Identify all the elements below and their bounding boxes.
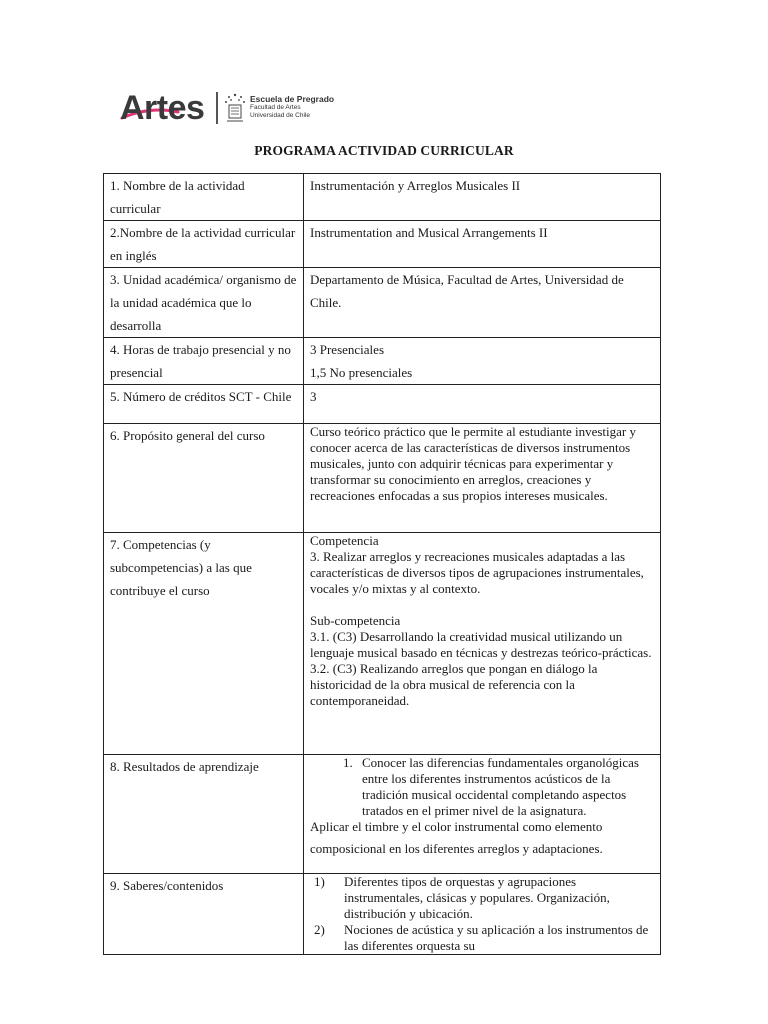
list-item-text: Diferentes tipos de orquestas y agrupaciones instrumentales, clásicas y populares. Organización, distribución y ubicación. xyxy=(344,874,610,921)
list-item xyxy=(314,874,654,922)
row-value: Instrumentación y Arreglos Musicales II xyxy=(304,174,661,221)
list-marker: 1) xyxy=(314,874,325,889)
outcome-text-line: composicional en los diferentes arreglos y adaptaciones. xyxy=(310,841,603,856)
row-value: Instrumentation and Musical Arrangements II xyxy=(304,221,661,268)
table-row xyxy=(104,174,661,221)
outcome-text-line: Aplicar el timbre y el color instrumental como elemento xyxy=(310,819,603,834)
competencia-heading: Competencia xyxy=(310,533,379,548)
list-marker: 2) xyxy=(314,922,325,937)
list-item-text: Nociones de acústica y su aplicación a los instrumentos de las diferentes orquesta su xyxy=(344,922,649,953)
logo-wordmark: Artes xyxy=(120,89,205,127)
row-value xyxy=(304,533,661,755)
subcompetencia-2: 3.2. (C3) Realizando arreglos que pongan en diálogo la historicidad de la obra musical de referencia con la contemporaneidad. xyxy=(310,661,598,708)
table-row xyxy=(104,533,661,755)
row-value xyxy=(304,874,661,955)
row-label: 6. Propósito general del curso xyxy=(104,424,304,533)
table-row xyxy=(104,874,661,955)
row-value: Departamento de Música, Facultad de Artes, Universidad de Chile. xyxy=(304,268,661,338)
row-label: 5. Número de créditos SCT - Chile xyxy=(104,385,304,424)
hours-presential: 3 Presenciales xyxy=(310,342,385,357)
contents-list xyxy=(310,874,654,954)
artes-logo xyxy=(120,88,340,128)
row-value: Curso teórico práctico que le permite al estudiante investigar y conocer acerca de las características de diversos instrumentos musicales, junto con adquirir técnicas para experimentar y transformar su conocimiento en arreglos, creaciones y recreaciones enfocadas a sus propios intereses musicales. xyxy=(304,424,661,533)
logo-text xyxy=(250,94,334,120)
row-label: 2.Nombre de la actividad curricular en inglés xyxy=(104,221,304,268)
logo-faculty: Facultad de Artes xyxy=(250,104,301,111)
row-value xyxy=(304,755,661,874)
list-item xyxy=(314,922,654,954)
university-seal-icon xyxy=(223,91,247,125)
subcompetencia-1: 3.1. (C3) Desarrollando la creatividad musical utilizando un lenguaje musical basado en técnicas y destrezas teórico-prácticas. xyxy=(310,629,652,660)
logo-divider xyxy=(216,92,218,124)
program-table xyxy=(103,173,661,955)
page-title: PROGRAMA ACTIVIDAD CURRICULAR xyxy=(254,143,514,158)
learning-outcomes-list xyxy=(310,755,654,819)
table-row xyxy=(104,268,661,338)
competencia-text: 3. Realizar arreglos y recreaciones musicales adaptadas a las características de diversos tipos de agrupaciones instrumentales, vocales y/o mixtas y al contexto. xyxy=(310,549,644,596)
row-value: 3 xyxy=(304,385,661,424)
table-row xyxy=(104,385,661,424)
hours-non-presential: 1,5 No presenciales xyxy=(310,365,413,380)
spacer xyxy=(310,597,654,613)
table-row xyxy=(104,755,661,874)
row-label: 4. Horas de trabajo presencial y no presencial xyxy=(104,338,304,385)
list-item: 1. Conocer las diferencias fundamentales organológicas entre los diferentes instrumentos acústicos de la tradición musical occidental completando aspectos tratados en el primer nivel de la asignatura. xyxy=(356,755,654,819)
logo-university: Universidad de Chile xyxy=(250,112,310,119)
logo-school: Escuela de Pregrado xyxy=(250,94,335,104)
row-label: 8. Resultados de aprendizaje xyxy=(104,755,304,874)
subcompetencia-heading: Sub-competencia xyxy=(310,613,401,628)
row-label: 1. Nombre de la actividad curricular xyxy=(104,174,304,221)
table-row xyxy=(104,424,661,533)
row-label: 7. Competencias (y subcompetencias) a las que contribuye el curso xyxy=(104,533,304,755)
table-row xyxy=(104,338,661,385)
table-row xyxy=(104,221,661,268)
row-value xyxy=(304,338,661,385)
row-label: 3. Unidad académica/ organismo de la unidad académica que lo desarrolla xyxy=(104,268,304,338)
row-label: 9. Saberes/contenidos xyxy=(104,874,304,955)
